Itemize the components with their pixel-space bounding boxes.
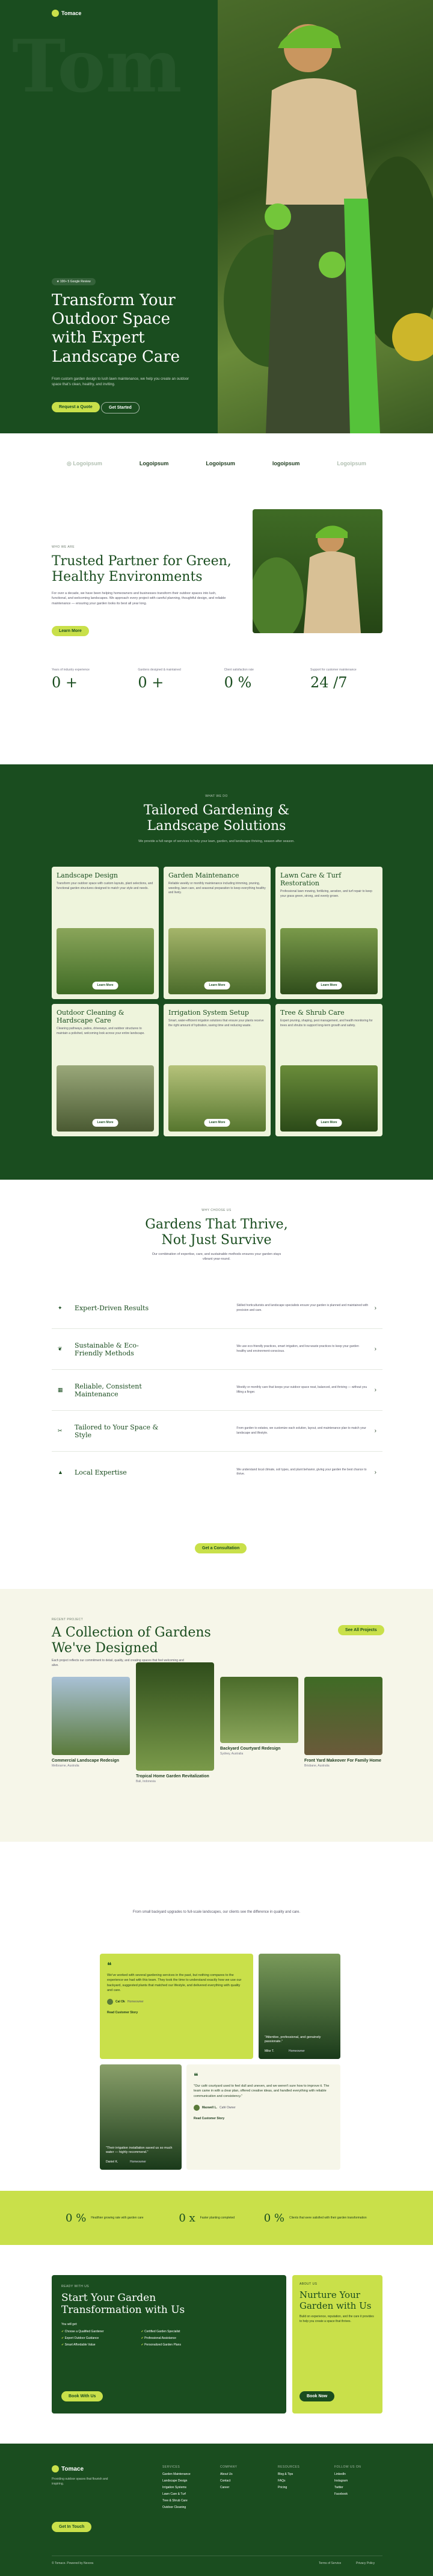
- testimonial-quote: "Our café courtyard used to feel dull and uneven, and we weren't sure how to improve it. The team came in with a clear plan, offered creative ideas, and handled everything with reliable communication and consistency.": [194, 2084, 330, 2098]
- footer-link[interactable]: Tree & Shrub Care: [162, 2499, 188, 2503]
- why-tag: WHY CHOOSE US: [201, 1209, 232, 1212]
- footer-link[interactable]: Irrigation Systems: [162, 2486, 187, 2489]
- logo-icon: [52, 10, 59, 17]
- footer-col-heading: FOLLOW US ON: [334, 2465, 361, 2469]
- about-image: [253, 509, 382, 633]
- why-item-description: We use eco-friendly practices, smart irrigation, and low-waste practices to keep your garden healthy and environment-conscious.: [236, 1345, 359, 1353]
- why-item-description: We understand local climate, soil types, and plant behavior, giving your garden the best chance to thrive.: [236, 1467, 367, 1476]
- footer-link[interactable]: Twitter: [334, 2486, 343, 2489]
- gardener-trimming-illustration: [253, 509, 382, 633]
- chevron-right-icon[interactable]: ›: [374, 1428, 376, 1434]
- logo-icon: [52, 2465, 59, 2472]
- about-tag: WHO WE ARE: [52, 545, 75, 549]
- reviewer-name: Maxwell L.: [202, 2105, 218, 2110]
- read-story-link[interactable]: Read Customer Story: [194, 2116, 225, 2120]
- privacy-link[interactable]: Privacy Policy: [356, 2562, 375, 2565]
- cta2-card: [292, 2275, 382, 2413]
- service-learn-more-button[interactable]: Learn More: [316, 1119, 342, 1127]
- footer-link[interactable]: Lawn Care & Turf: [162, 2492, 186, 2496]
- hero-image: [218, 0, 433, 433]
- avatar: [107, 1999, 113, 2005]
- why-item-description: From garden to estates, we customize each solution, layout, and maintenance plan to match your landscape and lifestyle.: [236, 1426, 366, 1435]
- metric-value: 0 %: [263, 2211, 284, 2225]
- about-description: For over a decade, we have been helping homeowners and businesses transform their outdoor spaces into lush, functional, and welcoming landscapes. We approach every project with careful planning, thoughtful design, and reliable maintenance — ensuring your garden looks its best all year long.: [52, 592, 226, 605]
- cta2-tag: ABOUT US: [299, 2282, 318, 2286]
- project-location: Brisbane, Australia: [304, 1764, 330, 1768]
- why-item-title: Sustainable & Eco-Friendly Methods: [74, 1341, 139, 1357]
- testimonial-quote: We've worked with several gardening services in the past, but nothing compares to the experience we had with this team. They took the time to understand exactly how we use our backyard, suggested plants that matched our lifestyle, and delivered everything with quality and care.: [107, 1974, 242, 1992]
- reviewer: [107, 1999, 246, 2005]
- partner-logo: Logoipsum: [139, 460, 169, 466]
- service-description: Smart, water-efficient irrigation solutions that ensure your plants receive the right amount of hydration, saving time and reducing waste.: [168, 1019, 264, 1027]
- cta-title: Start Your Garden Transformation with Us: [61, 2292, 185, 2317]
- partner-logo: Logoipsum: [206, 460, 235, 466]
- why-item[interactable]: [52, 1370, 382, 1411]
- service-title: Tree & Shrub Care: [280, 1009, 345, 1017]
- project-title: Tropical Home Garden Revitalization: [136, 1774, 209, 1779]
- service-card[interactable]: [275, 867, 382, 999]
- star-icon: ★: [57, 280, 60, 283]
- why-item-description: Skilled horticulturists and landscape specialists ensure your garden is planned and maintained with precision and care.: [236, 1304, 369, 1312]
- partner-logo: Logoipsum: [337, 460, 366, 466]
- service-title: Irrigation System Setup: [168, 1009, 249, 1017]
- services-tag: WHAT WE DO: [205, 794, 228, 798]
- footer-link[interactable]: Garden Maintenance: [162, 2472, 191, 2476]
- chevron-right-icon[interactable]: ›: [374, 1387, 376, 1393]
- testimonial-quote: "Their irrigation installation saved us so much water — highly recommend.": [106, 2146, 173, 2155]
- cta2-description: Build on experience, reputation, and the care it provides to help you create a space that thrives.: [299, 2315, 374, 2323]
- terms-link[interactable]: Terms of Service: [319, 2562, 342, 2565]
- why-list: [52, 1288, 382, 1493]
- nav-logo[interactable]: [52, 10, 81, 17]
- book-now-button[interactable]: Book Now: [299, 2391, 334, 2401]
- stat-label: Years of industry experience: [52, 668, 90, 672]
- stat-value: 24 /7: [310, 674, 348, 691]
- reviewer-name: Mike T.: [265, 2049, 274, 2053]
- project-title: Backyard Courtyard Redesign: [220, 1747, 281, 1751]
- service-learn-more-button[interactable]: Learn More: [204, 982, 230, 989]
- benefit-item: ✔ Certified Garden Specialist: [141, 2329, 180, 2333]
- check-icon: ✔: [61, 2342, 65, 2347]
- check-icon: ✔: [141, 2336, 145, 2340]
- partner-logo: logoipsum: [272, 460, 300, 466]
- footer-col-heading: RESOURCES: [278, 2465, 300, 2469]
- metric-label: Clients that were satisfied with their garden transformation: [289, 2216, 367, 2220]
- why-title: Gardens That Thrive, Not Just Survive: [145, 1217, 288, 1248]
- why-item-title: Tailored to Your Space & Style: [74, 1423, 159, 1439]
- read-story-link[interactable]: Read Customer Story: [107, 2011, 138, 2014]
- services-description: We provide a full range of services to help your lawn, garden, and landscape thriving, season after season.: [138, 840, 295, 843]
- metric-item: [179, 2212, 236, 2225]
- why-section: [0, 1180, 433, 1589]
- stat-value: 0 +: [138, 674, 164, 691]
- testimonial-card: [259, 1954, 340, 2059]
- service-learn-more-button[interactable]: Learn More: [204, 1119, 230, 1127]
- reviewer-role: Homeowner: [130, 2160, 146, 2164]
- service-card[interactable]: [275, 1004, 382, 1136]
- stat-item: [310, 668, 382, 691]
- stat-item: [138, 668, 210, 691]
- book-with-us-button[interactable]: Book With Us: [61, 2391, 103, 2401]
- hero-badge: ★ 100+ 5 Google Review: [52, 278, 96, 285]
- metric-value: 0 x: [179, 2211, 195, 2225]
- service-learn-more-button[interactable]: Learn More: [93, 982, 118, 989]
- service-card[interactable]: [164, 1004, 271, 1136]
- testimonials-intro: From small backyard upgrades to full-scale landscapes, our clients see the difference in quality and care.: [132, 1910, 301, 1914]
- footer-description: Providing outdoor spaces that flourish and inspiring.: [52, 2477, 108, 2486]
- cta-card: [52, 2275, 286, 2413]
- avatar: [194, 2105, 200, 2111]
- why-item-title: Expert-Driven Results: [74, 1304, 149, 1312]
- benefit-item: ✔ Choose a Qualified Gardener: [61, 2329, 104, 2333]
- reviewer-role: Café Owner: [220, 2105, 236, 2110]
- why-item-description: Weekly or monthly care that keeps your outdoor space neat, balanced, and thriving — without you lifting a finger.: [236, 1386, 367, 1394]
- footer-col: [334, 2465, 361, 2499]
- service-title: Outdoor Cleaning & Hardscape Care: [57, 1009, 124, 1025]
- cta-benefits: [61, 2330, 218, 2347]
- reviewer-name: Cal Ok: [115, 2000, 125, 2004]
- stat-label: Support for customer maintenance: [310, 668, 357, 672]
- footer-link[interactable]: Facebook: [334, 2492, 348, 2496]
- reviewer-role: Homeowner: [127, 2000, 144, 2004]
- service-description: Transform your outdoor space with custom layouts, plant selections, and functional garden structures designed to match your style and needs.: [57, 882, 153, 890]
- footer-logo[interactable]: [52, 2465, 84, 2472]
- cta-subtitle: You will get:: [61, 2322, 78, 2326]
- stat-label: Gardens designed & maintained: [138, 668, 181, 672]
- logo-strip: [0, 433, 433, 494]
- check-icon: ✔: [61, 2336, 65, 2340]
- footer-col-heading: COMPANY: [220, 2465, 238, 2469]
- cta-section: [0, 2245, 433, 2444]
- service-card[interactable]: [52, 867, 159, 999]
- copyright: © Tomace. Powered by Nexora: [52, 2562, 94, 2565]
- partner-logo: ◎ Logoipsum: [67, 460, 102, 466]
- hero-title: Transform Your Outdoor Space with Expert Landscape Care: [52, 291, 180, 366]
- stats-row: [52, 668, 382, 691]
- stat-label: Client satisfaction rate: [224, 668, 254, 672]
- tools-icon: ✂: [58, 1428, 63, 1434]
- service-description: Expert pruning, shaping, pest management, and health monitoring for trees and shrubs to support long-term growth and safety.: [280, 1019, 373, 1027]
- project-title: Commercial Landscape Redesign: [52, 1759, 120, 1763]
- brand-name: Tomace: [61, 10, 82, 16]
- metric-label: Faster planting completed: [200, 2216, 235, 2220]
- benefit-item: ✔ Personalized Garden Plans: [141, 2342, 181, 2347]
- project-title: Front Yard Makeover For Family Home: [304, 1759, 381, 1763]
- footer: [0, 2444, 433, 2576]
- testimonial-quote: "Attentive, professional, and genuinely passionate.": [265, 2035, 321, 2044]
- footer-link[interactable]: Instagram: [334, 2479, 348, 2483]
- project-card[interactable]: [304, 1677, 382, 1768]
- leaf-icon: ❦: [58, 1346, 63, 1352]
- quote-icon: ❝: [107, 1961, 112, 1971]
- project-image: [52, 1677, 130, 1755]
- reviewer-name: Daniel K.: [106, 2160, 118, 2164]
- benefit-item: ✔ Professional Assistance: [141, 2336, 176, 2340]
- project-card[interactable]: [52, 1677, 130, 1768]
- hero-bg-word: Tom: [12, 24, 182, 109]
- service-title: Lawn Care & Turf Restoration: [280, 872, 342, 888]
- hero-description: From custom garden design to lush lawn maintenance, we help you create an outdoor space that's clean, healthy, and inviting.: [52, 377, 189, 386]
- check-icon: ✔: [141, 2329, 145, 2333]
- project-location: Sydney, Australia: [220, 1752, 244, 1756]
- chevron-right-icon[interactable]: ›: [374, 1346, 376, 1352]
- footer-link[interactable]: Career: [220, 2486, 230, 2489]
- services-grid: [52, 867, 382, 1136]
- request-quote-button[interactable]: Request a Quote: [52, 402, 100, 412]
- project-image: [220, 1677, 298, 1743]
- get-started-button[interactable]: Get Started: [101, 402, 140, 413]
- project-location: Bali, Indonesia: [136, 1780, 156, 1783]
- about-section: [0, 494, 433, 764]
- learn-more-button[interactable]: Learn More: [52, 626, 89, 636]
- expert-icon: ✦: [58, 1305, 63, 1311]
- get-in-touch-button[interactable]: Get In Touch: [52, 2522, 91, 2532]
- footer-col: [278, 2465, 299, 2492]
- reviewer-role: Homeowner: [289, 2049, 305, 2053]
- stat-value: 0 %: [224, 674, 252, 691]
- why-item-title: Reliable, Consistent Maintenance: [74, 1382, 142, 1398]
- about-title: Trusted Partner for Green, Healthy Environments: [52, 554, 232, 585]
- service-description: Reliable weekly or monthly maintenance including trimming, pruning, weeding, lawn care, and seasonal preparation to keep everything healthy and lively.: [168, 882, 266, 895]
- metric-item: [66, 2212, 151, 2225]
- gardener-illustration: [218, 0, 433, 433]
- projects-title: A Collection of Gardens We've Designed: [52, 1625, 211, 1656]
- service-title: Garden Maintenance: [168, 872, 239, 879]
- project-image: [136, 1662, 214, 1771]
- metric-label: Healthier growing rate with garden care: [91, 2216, 144, 2220]
- calendar-icon: ▦: [58, 1387, 63, 1393]
- check-icon: ✔: [61, 2329, 65, 2333]
- chevron-right-icon[interactable]: ›: [374, 1305, 376, 1311]
- footer-link[interactable]: LinkedIn: [334, 2472, 346, 2476]
- quote-icon: ❝: [194, 2072, 198, 2081]
- service-description: Cleaning pathways, patios, driveways, and outdoor structures to maintain a polished, welcoming look across your entire landscape.: [57, 1027, 145, 1035]
- location-icon: ▲: [58, 1469, 63, 1475]
- project-card[interactable]: [220, 1677, 298, 1756]
- benefit-item: ✔ Expert Outdoor Guidance: [61, 2336, 99, 2340]
- why-item[interactable]: [52, 1452, 382, 1493]
- service-card[interactable]: [164, 867, 271, 999]
- chevron-right-icon[interactable]: ›: [374, 1469, 376, 1476]
- services-section: [0, 764, 433, 1180]
- hero-section: [0, 0, 433, 433]
- testimonial-card: [100, 1954, 253, 2059]
- benefit-item: ✔ Smart Affordable Value: [61, 2342, 96, 2347]
- metric-value: 0 %: [66, 2211, 87, 2225]
- footer-link[interactable]: Outdoor Cleaning: [162, 2506, 186, 2509]
- footer-col: [220, 2465, 237, 2492]
- check-icon: ✔: [141, 2342, 145, 2347]
- service-learn-more-button[interactable]: Learn More: [93, 1119, 118, 1127]
- metric-item: [264, 2212, 367, 2225]
- brand-name: Tomace: [61, 2465, 84, 2472]
- project-location: Melbourne, Australia: [52, 1764, 79, 1768]
- service-description: Professional lawn mowing, fertilizing, aeration, and turf repair to keep your grass green, strong, and evenly grown.: [280, 890, 372, 898]
- why-description: Our combination of expertise, care, and sustainable methods ensures your garden stays vibrant year-round.: [152, 1252, 281, 1262]
- stat-value: 0 +: [52, 674, 78, 691]
- services-title: Tailored Gardening & Landscape Solutions: [143, 803, 290, 834]
- footer-col: [162, 2465, 191, 2512]
- why-item-title: Local Expertise: [74, 1468, 127, 1476]
- project-image: [304, 1677, 382, 1755]
- footer-link[interactable]: Contact: [220, 2479, 231, 2483]
- service-card[interactable]: [52, 1004, 159, 1136]
- see-all-projects-button[interactable]: See All Projects: [338, 1625, 384, 1635]
- projects-tag: RECENT PROJECT: [52, 1618, 84, 1621]
- why-item[interactable]: [52, 1288, 382, 1329]
- footer-link[interactable]: Pricing: [278, 2486, 287, 2489]
- stat-item: [224, 668, 296, 691]
- stat-item: [52, 668, 124, 691]
- footer-col-heading: SERVICES: [162, 2465, 180, 2469]
- footer-link[interactable]: FAQs: [278, 2479, 286, 2483]
- why-item[interactable]: [52, 1411, 382, 1452]
- footer-link[interactable]: Blog & Tips: [278, 2472, 293, 2476]
- reviewer: [194, 2105, 333, 2111]
- testimonials-section: [0, 1842, 433, 2191]
- projects-description: Each project reflects our commitment to detail, quality, and creating spaces that feel welcoming and alive.: [52, 1659, 184, 1667]
- consultation-button[interactable]: Get a Consultation: [195, 1543, 247, 1553]
- service-title: Landscape Design: [57, 872, 118, 879]
- cta-tag: READY WITH US: [61, 2285, 90, 2288]
- why-item[interactable]: [52, 1329, 382, 1370]
- projects-section: [0, 1589, 433, 1842]
- testimonial-card: [186, 2064, 340, 2170]
- project-card[interactable]: [136, 1662, 214, 1783]
- footer-link[interactable]: Landscape Design: [162, 2479, 188, 2483]
- footer-link[interactable]: About Us: [220, 2472, 233, 2476]
- service-learn-more-button[interactable]: Learn More: [316, 982, 342, 989]
- metrics-bar: [0, 2191, 433, 2245]
- cta2-title: Nurture Your Garden with Us: [299, 2290, 372, 2311]
- testimonial-card: [100, 2064, 182, 2170]
